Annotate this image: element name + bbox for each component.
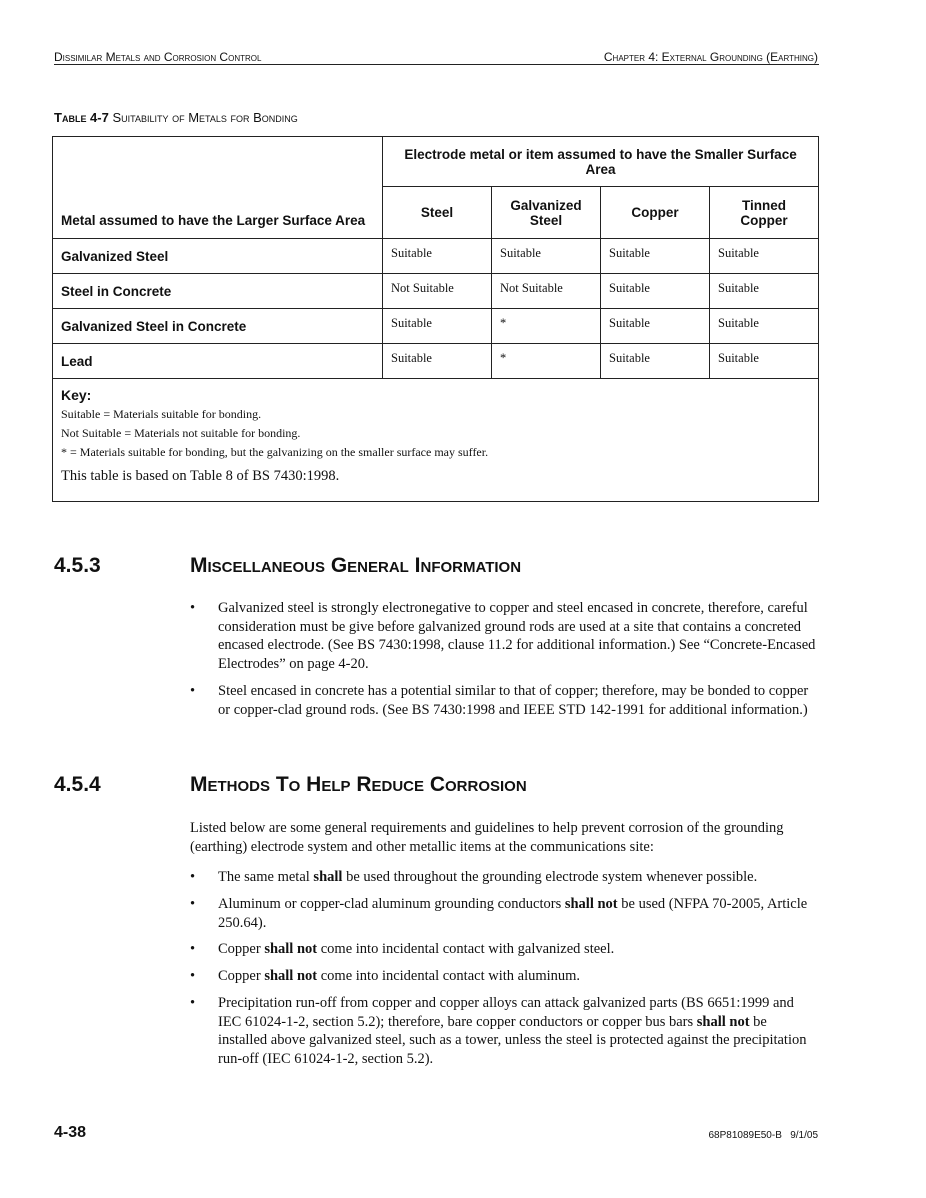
table-cell: Suitable	[601, 274, 710, 309]
bullet-item: Aluminum or copper-clad aluminum grounding conductors shall not be used (NFPA 70-2005, Article 250.64).	[218, 896, 808, 931]
row-label: Steel in Concrete	[53, 274, 383, 309]
table-cell: Suitable	[601, 239, 710, 274]
bullet-item: Steel encased in concrete has a potential similar to that of copper; therefore, may be bonded to copper or copper-clad ground rods. (See BS 7430:1998 and IEEE STD 142-1991 for additional information.)	[218, 683, 809, 718]
table-cell: Suitable	[383, 239, 492, 274]
section-number: 4.5.4	[54, 773, 101, 796]
table-cell: Suitable	[383, 344, 492, 379]
running-header-left: Dissimilar Metals and Corrosion Control	[54, 50, 262, 64]
table-row	[53, 309, 819, 344]
table-cell: Suitable	[710, 274, 819, 309]
table-caption	[54, 110, 298, 125]
table-cell: Suitable	[492, 239, 601, 274]
table-note: This table is based on Table 8 of BS 7430:1998.	[61, 468, 340, 484]
table-cell: Suitable	[710, 239, 819, 274]
table-cell: *	[492, 344, 601, 379]
table-cell: Suitable	[601, 344, 710, 379]
bullet-marker: •	[190, 896, 196, 912]
table-cell: Suitable	[710, 309, 819, 344]
page-number: 4-38	[54, 1124, 87, 1141]
bullet-marker: •	[190, 941, 196, 957]
column-header: Copper	[601, 187, 710, 239]
table-cell: Suitable	[710, 344, 819, 379]
key-line: Suitable = Materials suitable for bonding.	[61, 407, 262, 421]
table-key	[53, 379, 819, 502]
table-cell: Not Suitable	[383, 274, 492, 309]
bullet-marker: •	[190, 869, 196, 885]
key-title: Key:	[61, 387, 92, 403]
row-label: Lead	[53, 344, 383, 379]
row-header-title: Metal assumed to have the Larger Surface Area	[53, 137, 383, 239]
running-header-right: Chapter 4: External Grounding (Earthing)	[603, 50, 818, 64]
section-number: 4.5.3	[54, 554, 101, 577]
bullet-item: Precipitation run-off from copper and copper alloys can attack galvanized parts (BS 6651:1999 and IEC 61024-1-2, section 5.2); therefore, bare copper conductors or copper bus bars shall not be installed above galvanized steel, such as a tower, unless the steel is protected against the precipitation run-off (IEC 61024-1-2, section 5.2).	[218, 995, 807, 1067]
column-header: Tinned Copper	[710, 187, 819, 239]
table-cell: Suitable	[383, 309, 492, 344]
table-cell: *	[492, 309, 601, 344]
bullet-marker: •	[190, 968, 196, 984]
bullet-marker: •	[190, 600, 196, 616]
table-row	[53, 344, 819, 379]
table-row	[53, 239, 819, 274]
intro-paragraph: Listed below are some general requirements and guidelines to help prevent corrosion of the grounding (earthing) electrode system and other metallic items at the communications site:	[190, 820, 784, 855]
table-caption-title: Suitability of Metals for Bonding	[112, 110, 298, 125]
table-cell: Not Suitable	[492, 274, 601, 309]
key-line: Not Suitable = Materials not suitable for bonding.	[61, 426, 301, 440]
group-header: Electrode metal or item assumed to have the Smaller Surface Area	[383, 137, 819, 187]
table-cell: Suitable	[601, 309, 710, 344]
key-line: * = Materials suitable for bonding, but the galvanizing on the smaller surface may suffer.	[61, 445, 489, 459]
suitability-table	[52, 136, 819, 502]
column-header: Steel	[383, 187, 492, 239]
column-header: Galvanized Steel	[492, 187, 601, 239]
section-title: Methods To Help Reduce Corrosion	[190, 773, 527, 796]
table-caption-label: Table 4-7	[54, 110, 109, 125]
bullet-item: The same metal shall be used throughout the grounding electrode system whenever possible.	[218, 869, 758, 885]
row-label: Galvanized Steel in Concrete	[53, 309, 383, 344]
bullet-marker: •	[190, 683, 196, 699]
row-label: Galvanized Steel	[53, 239, 383, 274]
table-row	[53, 274, 819, 309]
bullet-marker: •	[190, 995, 196, 1011]
bullet-item: Copper shall not come into incidental contact with galvanized steel.	[218, 941, 615, 957]
section-title: Miscellaneous General Information	[190, 554, 522, 577]
bullet-item: Galvanized steel is strongly electronegative to copper and steel encased in concrete, therefore, careful consideration must be give before galvanized ground rods are used at a site that contains a concreted encased electrode. (See BS 7430:1998, clause 11.2 for additional information.) See “Concrete-Encased Electrodes” on page 4-20.	[218, 600, 816, 672]
bullet-item: Copper shall not come into incidental contact with aluminum.	[218, 968, 581, 984]
header-rule	[54, 64, 819, 65]
document-id: 68P81089E50-B 9/1/05	[708, 1130, 818, 1141]
